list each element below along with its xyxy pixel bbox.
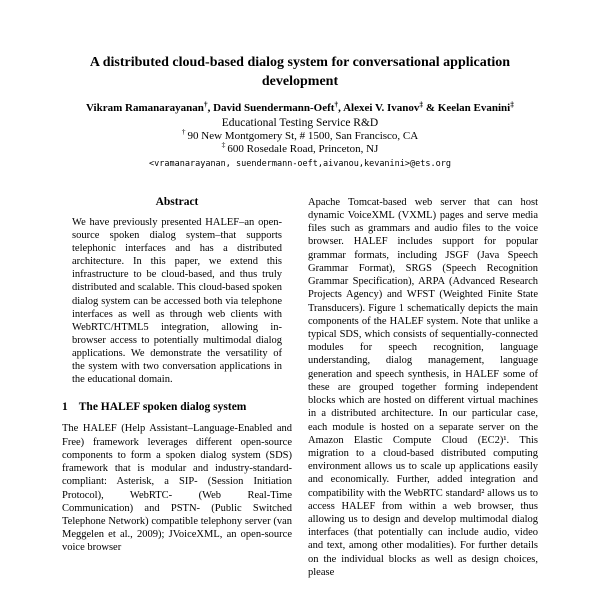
- author-affil-mark-3: ‡: [419, 99, 424, 109]
- author-affil-mark-2: †: [334, 99, 339, 109]
- double-dagger-mark: ‡: [221, 140, 226, 150]
- affiliation-line: Educational Testing Service R&D: [221, 116, 379, 129]
- author-name-3: Alexei V. Ivanov: [343, 101, 420, 114]
- address-line-2: [62, 140, 538, 155]
- authors-line: [62, 99, 538, 114]
- left-column: [62, 196, 292, 579]
- author-name-4: Keelan Evanini: [437, 101, 511, 114]
- paper-title: A distributed cloud-based dialog system for conversational application development: [89, 55, 511, 89]
- right-column: [308, 196, 538, 579]
- abstract-heading: Abstract: [155, 195, 199, 208]
- address-line-1: [62, 127, 538, 142]
- author-name-2: David Suendermann-Oeft: [213, 101, 335, 114]
- section-1-heading: [62, 401, 292, 413]
- author-name-1: Vikram Ramanarayanan: [86, 101, 204, 114]
- section-title: The HALEF spoken dialog system: [78, 401, 247, 414]
- author-affil-mark-4: ‡: [510, 99, 514, 109]
- section-number: 1: [62, 401, 68, 414]
- abstract-text: We have previously presented HALEF–an open-source spoken dialog system–that supports telephonic interfaces and has a distributed architecture. In this paper, we extend this infrastructure to be cloud-based, and thus truly distributed and scalable. This cloud-based spoken dialog system can be accessed both via telephone interfaces as well as through web clients with WebRTC/HTML5 integration, allowing in-browser access to potentially multimodal dialog applications. We demonstrate the versatility of the system with two conversation applications in the educational domain.: [72, 216, 282, 386]
- section-1-paragraph: The HALEF (Help Assistant–Language-Enabled and Free) framework leverages different open-source components to form a spoken dialog system (SDS) framework that is modular and industry-standard-compliant: Asterisk, a SIP- (Session Initiation Protocol), WebRTC- (Web Real-Time Communication) and PSTN- (Public Switched Telephone Network) compatible telephony server (van Meggelen et al., 2009); JVoiceXML, an open-source voice browser: [62, 423, 292, 554]
- author-separator-3: &: [423, 101, 438, 114]
- email-line: <vramanarayanan, suendermann-oeft,aivanou,kevanini>@ets.org: [149, 158, 451, 169]
- author-separator-1: ,: [207, 101, 214, 114]
- author-separator-2: ,: [338, 101, 344, 114]
- address-text-1: 90 New Montgomery St, # 1500, San Francisco, CA: [187, 129, 419, 142]
- right-column-paragraph: Apache Tomcat-based web server that can host dynamic VoiceXML (VXML) pages and serve media files such as grammars and audio files to the voice browser. HALEF includes support for popular grammar formats, including JSGF (Java Speech Grammar Format), SRGS (Speech Recognition Grammar Specification), ARPA (Advanced Research Projects Agency) and WFST (Weighted Finite State Transducers). Figure 1 schematically depicts the main components of the HALEF system. Note that unlike a typical SDS, which consists of sequentially-connected modules for speech recognition, language understanding, dialog management, language generation and speech synthesis, in HALEF some of these are grouped together forming independent blocks which are hosted on different virtual machines in a distributed architecture. In our particular case, each module is hosted on a separate server on the Amazon Elastic Compute Cloud (EC2)¹. This migration to a cloud-based distributed computing environment allows us to scale up applications easily and economically. Further, added integration and compatibility with the WebRTC standard² allows us to access HALEF from within a web browser, thus allowing us to design and develop multimodal dialog interfaces (that potentially can include audio, video and text, among other modalities). For further details on the individual blocks as well as design choices, please: [308, 196, 538, 578]
- two-column-body: [62, 196, 538, 579]
- author-affil-mark-1: †: [203, 99, 208, 109]
- dagger-mark: †: [181, 127, 186, 137]
- address-text-2: 600 Rosedale Road, Princeton, NJ: [227, 142, 379, 155]
